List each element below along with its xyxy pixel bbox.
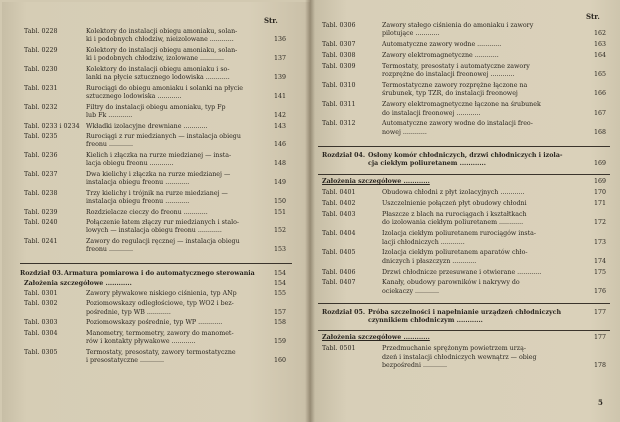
entry-title-line: ki i podobnych chłodziw, izolowane ............ — [86, 55, 225, 63]
summary-page: 177 — [593, 334, 606, 342]
section-title-line: Próba szczelności i napełnianie urządzeń chłodniczych — [368, 308, 562, 316]
page-number: 178 — [593, 362, 606, 370]
divider-rule — [318, 303, 610, 304]
entry-title-line: instalacja obiegu freonu ............ — [86, 179, 190, 187]
toc-entry — [322, 63, 606, 80]
table-number: Tabl. 0401 — [322, 189, 356, 197]
divider-rule — [318, 174, 610, 175]
toc-entry — [322, 230, 606, 247]
toc-entry — [322, 211, 606, 228]
toc-entry — [24, 219, 286, 236]
entry-title-line: sztucznego lodowiska ............ — [86, 93, 182, 101]
entry-title-line: rów i kontakty pływakowe ............ — [86, 338, 196, 346]
page-number: 173 — [593, 238, 606, 246]
section-label: Rozdział 03. — [20, 269, 64, 277]
entry-title-line: do instalacji freonowej ............ — [382, 109, 481, 117]
entry-title-line: lacji chłodniczych ............ — [382, 238, 465, 246]
page-number: 160 — [273, 357, 286, 365]
page-number: 137 — [273, 55, 286, 63]
page-number: 146 — [273, 141, 286, 149]
table-number: Tabl. 0403 — [322, 211, 356, 218]
table-number: Tabl. 0303 — [24, 319, 58, 327]
entry-title-line: Automatyczne zawory wodne ............ — [382, 41, 502, 49]
entry-title-line: Termostaty, presostaty i automatyczne zawory — [382, 62, 530, 70]
entry-title-line: ociekaczy ............ — [382, 287, 440, 295]
section-label: Rozdział 05. — [322, 308, 366, 316]
entry-title-line: Płaszcze z blach na rurociągach i kształtkach — [382, 211, 527, 218]
entry-title-line: nowej ............ — [382, 128, 427, 136]
entry-title-line: Filtry do instalacji obiegu amoniaku, typ Fp — [86, 103, 226, 111]
table-number: Tabl. 0232 — [24, 103, 58, 111]
entry-title-line: Dwa kielichy i złączka na rurze miedzianej — — [86, 170, 231, 178]
table-number: Tabl. 0311 — [322, 101, 356, 109]
divider-rule — [20, 263, 292, 264]
toc-entry — [322, 269, 606, 277]
entry-title-line: śrubunek, typ TZR, do instalacji freonowej — [382, 90, 518, 98]
entry-title-line: Zawory do regulacji ręcznej — instalacja obiegu — [86, 238, 240, 245]
toc-entry — [322, 22, 606, 39]
page-number: 141 — [273, 93, 286, 101]
page-number: 136 — [273, 36, 286, 44]
toc-entry — [24, 349, 286, 366]
entry-title-line: do izolowania ciekłym poliuretanem ............ — [382, 219, 524, 227]
toc-entry — [322, 120, 606, 137]
entry-title-line: Zawory elektromagnetyczne łączone na śrubunek — [382, 101, 541, 109]
entry-title-line: instalacja obiegu freonu ............ — [86, 198, 190, 206]
entry-title-line: ki i podobnych chłodziw, nieizolowane ............ — [86, 36, 234, 44]
toc-entry — [24, 300, 286, 317]
right-page — [310, 0, 620, 422]
page-number: 170 — [593, 189, 606, 197]
table-number: Tabl. 0402 — [322, 200, 356, 208]
table-number: Tabl. 0235 — [24, 133, 58, 140]
page-number: 158 — [273, 319, 286, 327]
page-number: 171 — [593, 200, 606, 208]
toc-entry — [24, 133, 286, 150]
table-number: Tabl. 0231 — [24, 84, 58, 92]
table-number: Tabl. 0305 — [24, 348, 58, 356]
entry-title-line: Termostatyczne zawory rozprężne łączone na — [382, 82, 528, 89]
entry-title-line: Termostaty, presostaty, zawory termostatyczne — [86, 348, 236, 356]
page-number: 166 — [593, 90, 606, 98]
table-number: Tabl. 0302 — [24, 300, 58, 308]
summary-label: Założenia szczegółowe ............ — [322, 178, 430, 186]
page-number: 168 — [593, 128, 606, 136]
section-page: 154 — [273, 269, 286, 277]
page-number: 150 — [273, 198, 286, 206]
page-number: 162 — [593, 30, 606, 38]
entry-title-line: Rurociągi do obiegu amoniaku i solanki na płycie — [86, 84, 244, 92]
toc-entry — [322, 41, 606, 49]
toc-entry — [322, 200, 606, 208]
table-number: Tabl. 0228 — [24, 28, 58, 35]
table-number: Tabl. 0308 — [322, 52, 356, 59]
table-number: Tabl. 0405 — [322, 249, 356, 257]
table-number: Tabl. 0310 — [322, 82, 356, 89]
table-number: Tabl. 0238 — [24, 189, 58, 197]
entry-title-line: Kolektory do instalacji obiegu amoniaku, solan- — [86, 28, 238, 35]
table-number: Tabl. 0236 — [24, 151, 58, 159]
table-number: Tabl. 0404 — [322, 230, 356, 238]
entry-title-line: pośrednie, typ WB ............ — [86, 308, 171, 316]
toc-entry — [24, 47, 286, 64]
page-number: 143 — [273, 122, 286, 130]
entry-title-line: Wkładki izolacyjne drewniane ............ — [86, 122, 208, 130]
page-number: 163 — [593, 41, 606, 49]
toc-entry — [24, 123, 286, 131]
entry-title-line: Izolacja ciekłym poliuretanem rurociągów insta- — [382, 230, 537, 238]
summary-page: 169 — [593, 178, 606, 186]
toc-entry — [24, 290, 286, 298]
entry-title-line: Kanały, obudowy parowników i nakrywy do — [382, 279, 520, 287]
section-title-line: czynnikiem chłodniczym ............ — [368, 316, 483, 324]
toc-entry — [24, 104, 286, 121]
entry-title-line: Poziomowskazy odległościowe, typ WO2 i bez- — [86, 300, 234, 308]
table-number: Tabl. 0240 — [24, 219, 58, 227]
entry-title-line: Kolektory do instalacji obiegu amoniaku i so- — [86, 65, 230, 73]
page-number: 176 — [593, 287, 606, 295]
divider-rule — [318, 146, 610, 147]
page-number: 157 — [273, 308, 286, 316]
entry-title-line: lowych — instalacja obiegu freonu ............ — [86, 227, 222, 235]
entry-title-line: dzeń i instalacji chłodniczych wewnątrz — obieg — [382, 353, 537, 361]
toc-entry — [24, 28, 286, 45]
summary-label: Założenia szczegółowe ............ — [24, 279, 132, 287]
toc-entry — [24, 319, 286, 327]
page-folio: 5 — [598, 398, 603, 407]
page-number: 159 — [273, 338, 286, 346]
entry-title-line: Obudowa chłodni z płyt izolacyjnych ............ — [382, 189, 525, 197]
table-number: Tabl. 0309 — [322, 62, 356, 70]
toc-entry — [322, 101, 606, 118]
page-number: 152 — [273, 227, 286, 235]
toc-entry — [322, 345, 606, 370]
toc-entry — [322, 249, 606, 266]
entry-title-line: Rurociągi z rur miedzianych — instalacja obiegu — [86, 133, 241, 140]
section-title-line: cja ciekłym poliuretanem ............ — [368, 159, 486, 167]
table-number: Tabl. 0233 i 0234 — [24, 122, 80, 130]
page-column-header: Str. — [264, 16, 278, 25]
divider-rule — [318, 330, 610, 331]
page-number: 155 — [273, 289, 286, 297]
table-number: Tabl. 0229 — [24, 46, 58, 54]
toc-entry — [24, 66, 286, 83]
page-column-header: Str. — [586, 12, 600, 21]
page-number: 164 — [593, 52, 606, 59]
entry-title-line: lanki na płycie sztucznego lodowiska ............ — [86, 74, 230, 82]
page-number: 149 — [273, 179, 286, 187]
entry-title-line: Uszczelnienie połączeń płyt obudowy chłodni — [382, 200, 527, 208]
entry-title-line: Kielich i złączka na rurze miedzianej — insta- — [86, 151, 232, 159]
entry-title-line: freonu ............ — [86, 141, 133, 149]
toc-entry — [24, 330, 286, 347]
toc-entry — [24, 171, 286, 188]
toc-entry — [24, 85, 286, 102]
table-number: Tabl. 0312 — [322, 120, 356, 128]
toc-entry — [322, 82, 606, 99]
entry-title-line: Przedmuchanie sprężonym powietrzem urzą- — [382, 345, 526, 353]
table-number: Tabl. 0230 — [24, 65, 58, 73]
entry-title-line: Poziomowskazy pośrednie, typ WP ............ — [86, 319, 223, 327]
entry-title-line: Rozdzielacze cieczy do freonu ............ — [86, 208, 208, 216]
page-number: 142 — [273, 111, 286, 119]
table-number: Tabl. 0406 — [322, 268, 356, 276]
entry-title-line: Zawory pływakowe niskiego ciśnienia, typ ANp — [86, 289, 237, 297]
entry-title-line: freonu ............ — [86, 246, 133, 254]
table-number: Tabl. 0307 — [322, 41, 356, 49]
toc-entry — [24, 238, 286, 255]
table-number: Tabl. 0407 — [322, 279, 356, 287]
toc-entry — [24, 209, 286, 217]
page-number: 148 — [273, 160, 286, 168]
entry-title-line: i presostatyczne ............ — [86, 357, 165, 365]
section-page: 169 — [593, 159, 606, 167]
entry-title-line: Drzwi chłodnicze przesuwane i otwierane ............ — [382, 268, 542, 276]
entry-title-line: bezpośredni ............ — [382, 362, 447, 370]
entry-title-line: pilotujące ............ — [382, 30, 440, 38]
section-title-line: Osłony komór chłodniczych, drzwi chłodniczych i izola- — [368, 151, 563, 159]
table-number: Tabl. 0304 — [24, 329, 58, 337]
summary-label: Założenia szczegółowe ............ — [322, 334, 430, 342]
toc-entry — [322, 52, 606, 60]
section-title: Armatura pomiarowa i do automatycznego sterowania — [64, 269, 255, 277]
entry-title-line: dniczych i płaszczyzn ............ — [382, 257, 477, 265]
toc-entry — [24, 152, 286, 169]
entry-title-line: Automatyczne zawory wodne do instalacji freo- — [382, 120, 533, 128]
table-number: Tabl. 0239 — [24, 208, 58, 216]
entry-title-line: lacja obiegu freonu ............ — [86, 160, 174, 168]
page-number: 153 — [273, 246, 286, 254]
left-page — [2, 2, 310, 422]
toc-entry — [322, 189, 606, 197]
entry-title-line: Izolacja ciekłym poliuretanem aparatów chło- — [382, 249, 528, 257]
entry-title-line: Trzy kielichy i trójnik na rurze miedzianej — — [86, 189, 228, 197]
toc-entry — [24, 190, 286, 207]
page-number: 139 — [273, 74, 286, 82]
section-page: 177 — [593, 308, 606, 316]
page-number: 175 — [593, 268, 606, 276]
table-number: Tabl. 0501 — [322, 345, 356, 353]
page-number: 151 — [273, 208, 286, 216]
page-number: 172 — [593, 219, 606, 227]
entry-title-line: Kolektory do instalacji obiegu amoniaku, solan- — [86, 46, 238, 54]
toc-entry — [322, 279, 606, 296]
entry-title-line: Połączenie łatem złączy rur miedzianych i stalo- — [86, 219, 240, 227]
section-label: Rozdział 04. — [322, 151, 366, 159]
book-gutter — [305, 0, 315, 422]
table-number: Tabl. 0306 — [322, 22, 356, 29]
entry-title-line: lub Fk ............ — [86, 111, 133, 119]
entry-title-line: Manometry, termometry, zawory do manomet- — [86, 329, 234, 337]
page-number: 165 — [593, 71, 606, 79]
entry-title-line: Zawory elektromagnetyczne ............ — [382, 52, 499, 59]
table-number: Tabl. 0237 — [24, 170, 58, 178]
entry-title-line: rozprężne do instalacji freonowej ............ — [382, 71, 515, 79]
page-number: 167 — [593, 109, 606, 117]
table-number: Tabl. 0241 — [24, 238, 58, 245]
entry-title-line: Zawory stałego ciśnienia do amoniaku i zawory — [382, 22, 534, 29]
summary-page: 154 — [273, 279, 286, 287]
table-number: Tabl. 0301 — [24, 289, 58, 297]
page-number: 174 — [593, 257, 606, 265]
